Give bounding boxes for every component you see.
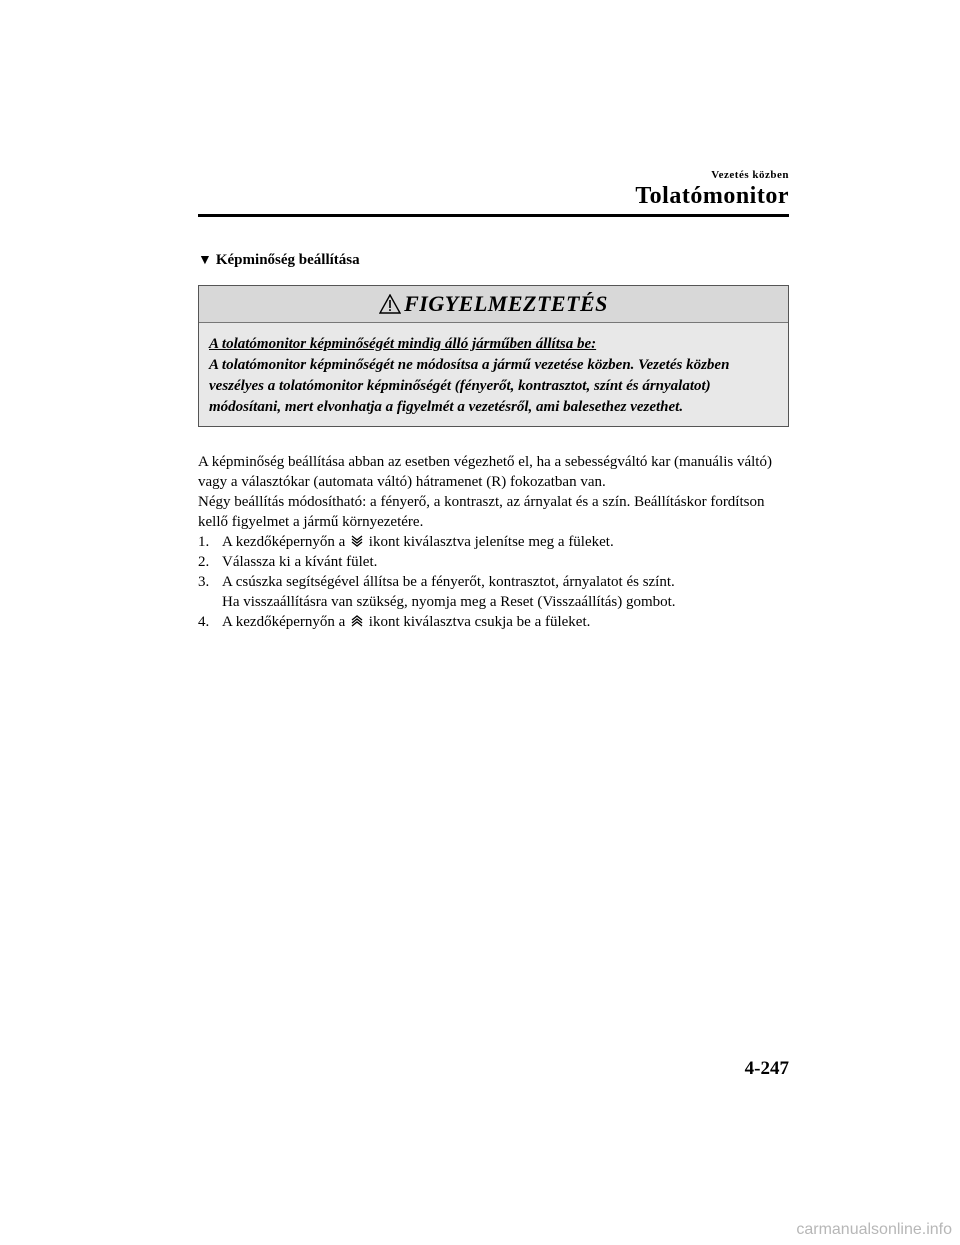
warning-body xyxy=(199,323,788,418)
double-chevron-up-icon xyxy=(350,614,364,628)
steps-list xyxy=(198,532,798,632)
watermark: carmanualsonline.info xyxy=(796,1221,952,1238)
chapter-label: Vezetés közben xyxy=(711,169,789,181)
double-chevron-down-icon xyxy=(350,534,364,548)
header-rule xyxy=(198,214,789,217)
step-item: 1. A kezdőképernyőn a ikont kiválasztva jelenítse meg a füleket. xyxy=(198,534,614,550)
section-heading xyxy=(198,252,360,269)
page-title: Tolatómonitor xyxy=(635,183,789,209)
paragraph-1: A képminőség beállítása abban az esetben végezhető el, ha a sebességváltó kar (manuális váltó) vagy a választókar (automata váltó) hátramenet (R) fokozatban van. xyxy=(198,454,772,490)
body-text xyxy=(198,452,798,632)
step-subitem: Ha visszaállításra van szükség, nyomja meg a Reset (Visszaállítás) gombot. xyxy=(222,594,676,610)
warning-title: FIGYELMEZTETÉS xyxy=(404,291,608,316)
warning-header xyxy=(199,286,788,323)
paragraph-2: Négy beállítás módosítható: a fényerő, a kontraszt, az árnyalat és a szín. Beállításkor fordítson kellő figyelmet a jármű környezetére. xyxy=(198,494,765,530)
step-item: 2. Válassza ki a kívánt fület. xyxy=(198,554,378,570)
warning-lead: A tolatómonitor képminőségét mindig álló járműben állítsa be: xyxy=(209,336,597,352)
warning-triangle-icon xyxy=(379,294,401,314)
section-heading-text: Képminőség beállítása xyxy=(215,252,360,268)
step-item: 4. A kezdőképernyőn a ikont kiválasztva csukja be a füleket. xyxy=(198,614,591,630)
page-number: 4-247 xyxy=(744,1058,789,1079)
warning-text: A tolatómonitor képminőségét ne módosítsa a jármű vezetése közben. Vezetés közben veszélyes a tolatómonitor képminőségét (fényerőt, kontrasztot, színt és árnyalatot) módosítani, mert elvonhatja a figyelmét a vezetésről, ami balesethez vezethet. xyxy=(209,357,730,415)
step-item: 3. A csúszka segítségével állítsa be a fényerőt, kontrasztot, árnyalatot és színt. xyxy=(198,574,675,590)
warning-box xyxy=(198,285,789,427)
triangle-down-icon: ▼ xyxy=(198,252,212,268)
